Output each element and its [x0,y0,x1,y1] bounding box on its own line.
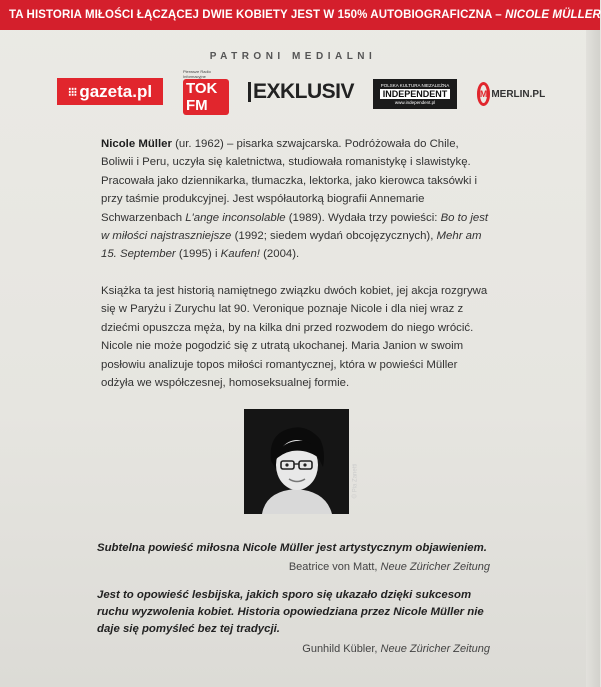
book-title: Bo to jest w miłości najstraszniejsze [101,211,489,243]
review-author: Beatrice von Matt, [288,561,381,573]
review-author: Gunhild Kübler, [302,643,381,655]
tokfm-logo [183,69,229,114]
author-portrait-illustration [244,409,349,514]
bio-text: (2004). [259,248,300,261]
independent-logo-text: INDEPENDENT [380,89,451,99]
bio-text: (1992; siedem wydań obcojęzycznych), [231,230,437,243]
tokfm-tagline: Pierwsze Radio Informacyjne [183,69,211,79]
review-source: Neue Züricher Zeitung [380,561,490,573]
exklusiv-bar-icon [248,82,251,102]
exklusiv-logo [248,79,354,105]
photo-credit: © Pia Zanetti [352,463,359,499]
bio-text: (1995) i [175,248,221,261]
review-quote: Jest to opowieść lesbijska, jakich sporo się ukazało dzięki sukcesom ruchu wyzwolenia kobiet. Historia opowiedziana przez Nicole Müller nie daje się pomyśleć bez tej tradycji. [97,589,484,636]
bio-text: (ur. 1962) – pisarka szwajcarska. Podróżowała do Chile, Boliwii i Peru, uczyła się kaletnictwa, studiowała romanistykę i slawistykę. Pracowała jako dziennikarka, tłumaczka, lektorka, jako kierowca taksówki i przy taśmie produkcyjnej. Jest współautorką biografii Annemarie Schwarzenbach [101,138,478,224]
book-title: L'ange inconsolable [185,211,286,224]
review-attribution [97,643,490,655]
grid-icon: ⁝⁝⁝ [67,84,77,99]
author-photo [244,409,359,514]
gazeta-logo [57,78,163,105]
cover-edge [586,0,600,687]
review-attribution [97,561,490,573]
tokfm-logo-text: TOK FM [183,79,229,115]
merlin-logo-text: MERLIN.PL [491,88,546,100]
review-quote: Subtelna powieść miłosna Nicole Müller jest artystycznym objawieniem. [97,542,487,554]
book-title: Kaufen! [220,248,260,261]
gazeta-logo-text: gazeta.pl [79,81,153,101]
merlin-ring-icon: M [477,82,491,106]
banner-text: TA HISTORIA MIŁOŚCI ŁĄCZĄCEJ DWIE KOBIETY JEST W 150% AUTOBIOGRAFICZNA – [9,9,502,21]
media-patrons-heading: PATRONI MEDIALNI [209,51,377,62]
independent-url: www.independent.pl [394,100,436,105]
banner-author: NICOLE MÜLLER [505,9,601,21]
top-banner [0,0,600,30]
independent-logo [373,79,457,109]
review-source: Neue Züricher Zeitung [380,643,490,655]
merlin-logo [479,80,546,108]
bio-text: (1989). Wydała trzy powieści: [285,211,441,224]
book-description: Książka ta jest historią namiętnego związku dwóch kobiet, jej akcja rozgrywa się w Paryżu i Zurychu lat 90. Veronique poznaje Nicole i dla niej wraz z dziećmi opuszcza męża, by na kilka dni przed rozwodem do niego wrócić. Nicole nie może pogodzić się z utratą ukochanej. Maria Janion w swoim posłowiu analizuje topos miłości romantycznej, która w powieści Müller odżyła we współczesnej, homoseksualnej formie. [101,285,488,390]
independent-tagline: POLSKA KULTURA NIEZALEŻNA [380,83,450,88]
book-title: Mehr am 15. September [101,230,482,261]
author-name: Nicole Müller [101,138,172,150]
author-bio [101,135,493,264]
exklusiv-logo-text: EXKLUSIV [252,80,354,103]
